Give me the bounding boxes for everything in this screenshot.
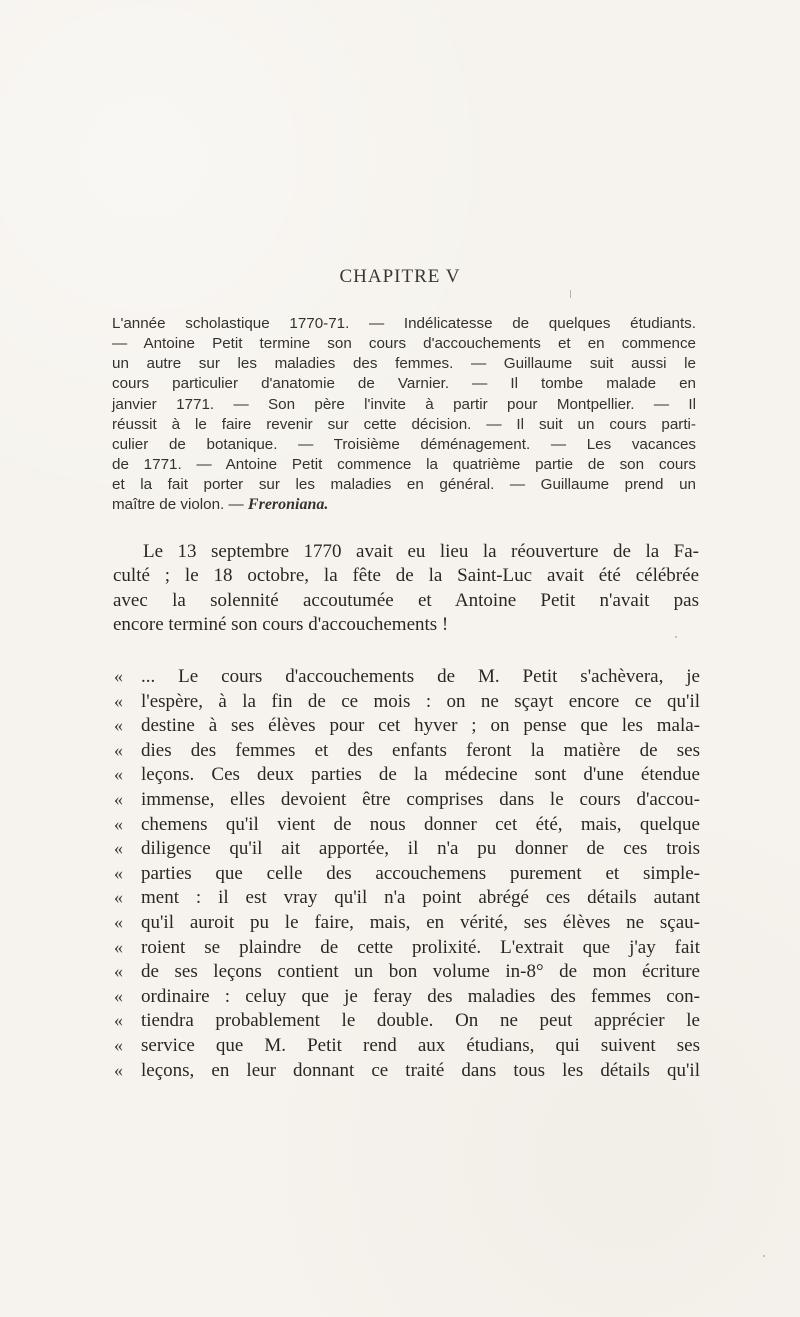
paper-speck (675, 636, 677, 638)
quote-text: ordinaire : celuy que je feray des maladies des femmes con- (141, 985, 700, 1007)
quote-line (114, 1033, 700, 1058)
quote-line (114, 738, 700, 763)
quote-text: service que M. Petit rend aux étudians, qui suivent ses (141, 1034, 700, 1056)
chapter-title: CHAPITRE V (339, 266, 461, 287)
summary-italic-title: Freroniana. (247, 496, 329, 514)
guillemet-mark: « (114, 788, 123, 809)
guillemet-mark: « (114, 690, 123, 711)
quote-text: chemens qu'il vient de nous donner cet été, mais, quelque (141, 813, 700, 835)
guillemet-mark: « (114, 715, 123, 736)
guillemet-mark: « (114, 862, 123, 883)
quote-line (114, 836, 700, 861)
paragraph-line: avec la solennité accoutumée et Antoine Petit n'avait pas (113, 589, 699, 611)
quote-line (114, 713, 700, 738)
quote-line (114, 1058, 700, 1083)
quote-text: parties que celle des accouchemens purement et simple- (141, 862, 700, 884)
quoted-letter (114, 664, 700, 1082)
quote-line (114, 689, 700, 714)
quote-line (114, 935, 700, 960)
summary-line-text: maître de violon. — (112, 496, 244, 514)
quote-text: de ses leçons contient un bon volume in-8° de mon écriture (141, 961, 700, 983)
paper-speck (763, 1255, 765, 1257)
paragraph-line: culté ; le 18 octobre, la fête de la Saint-Luc avait été célébrée (113, 565, 699, 587)
guillemet-mark: « (114, 1034, 123, 1055)
quote-text: leçons. Ces deux parties de la médecine sont d'une étendue (141, 764, 700, 786)
opening-paragraph (113, 540, 699, 638)
quote-line (114, 812, 700, 837)
quote-line (114, 984, 700, 1009)
guillemet-mark: « (114, 1010, 123, 1031)
quote-text: l'espère, à la fin de ce mois : on ne sçayt encore ce qu'il (141, 690, 700, 712)
quote-line (114, 959, 700, 984)
quote-text: ment : il est vray qu'il n'a point abrégé ces détails autant (141, 887, 700, 909)
summary-line: un autre sur les maladies des femmes. — Guillaume suit aussi le (112, 355, 696, 373)
summary-line: de 1771. — Antoine Petit commence la quatrième partie de son cours (112, 455, 696, 473)
quote-text: diligence qu'il ait apportée, il n'a pu donner de ces trois (141, 838, 700, 860)
summary-last-line (112, 495, 696, 515)
quote-line (114, 664, 700, 689)
quote-text: qu'il auroit pu le faire, mais, en vérité, ses élèves ne sçau- (141, 911, 700, 933)
quote-line (114, 885, 700, 910)
summary-line: culier de botanique. — Troisième déménagement. — Les vacances (112, 435, 696, 453)
guillemet-mark: « (114, 666, 123, 686)
quote-text: immense, elles devoient être comprises dans le cours d'accou- (141, 788, 700, 810)
quote-line (114, 762, 700, 787)
paragraph-line: Le 13 septembre 1770 avait eu lieu la réouverture de la Fa- (143, 541, 699, 562)
summary-line: et la fait porter sur les maladies en général. — Guillaume prend un (112, 476, 696, 494)
guillemet-mark: « (114, 813, 123, 834)
paragraph-line: encore terminé son cours d'accouchements ! (113, 614, 449, 636)
summary-line: réussit à le faire revenir sur cette décision. — Il suit un cours parti- (112, 415, 696, 433)
guillemet-mark: « (114, 936, 123, 957)
summary-line: — Antoine Petit termine son cours d'accouchements et en commence (112, 335, 696, 353)
quote-text: dies des femmes et des enfants feront la matière de ses (141, 739, 700, 761)
guillemet-mark: « (114, 911, 123, 932)
quote-text: tiendra probablement le double. On ne peut apprécier le (141, 1010, 700, 1032)
guillemet-mark: « (114, 961, 123, 982)
quote-line (114, 861, 700, 886)
summary-line: cours particulier d'anatomie de Varnier. — Il tombe malade en (112, 375, 696, 393)
guillemet-mark: « (114, 838, 123, 859)
quote-line (114, 787, 700, 812)
guillemet-mark: « (114, 739, 123, 760)
paper-speck (570, 290, 571, 298)
chapter-summary (112, 314, 696, 515)
quote-line (114, 1008, 700, 1033)
quote-line (114, 910, 700, 935)
summary-line: L'année scholastique 1770-71. — Indélicatesse de quelques étudiants. (112, 315, 696, 332)
summary-line: janvier 1771. — Son père l'invite à partir pour Montpellier. — Il (112, 395, 696, 413)
guillemet-mark: « (114, 985, 123, 1006)
quote-text: destine à ses élèves pour cet hyver ; on pense que les mala- (141, 715, 700, 737)
quote-text: ... Le cours d'accouchements de M. Petit s'achèvera, je (141, 666, 700, 687)
guillemet-mark: « (114, 887, 123, 908)
guillemet-mark: « (114, 764, 123, 785)
quote-text: roient se plaindre de cette prolixité. L'extrait que j'ay fait (141, 936, 700, 958)
quote-text: leçons, en leur donnant ce traité dans tous les détails qu'il (141, 1059, 700, 1081)
guillemet-mark: « (114, 1059, 123, 1080)
